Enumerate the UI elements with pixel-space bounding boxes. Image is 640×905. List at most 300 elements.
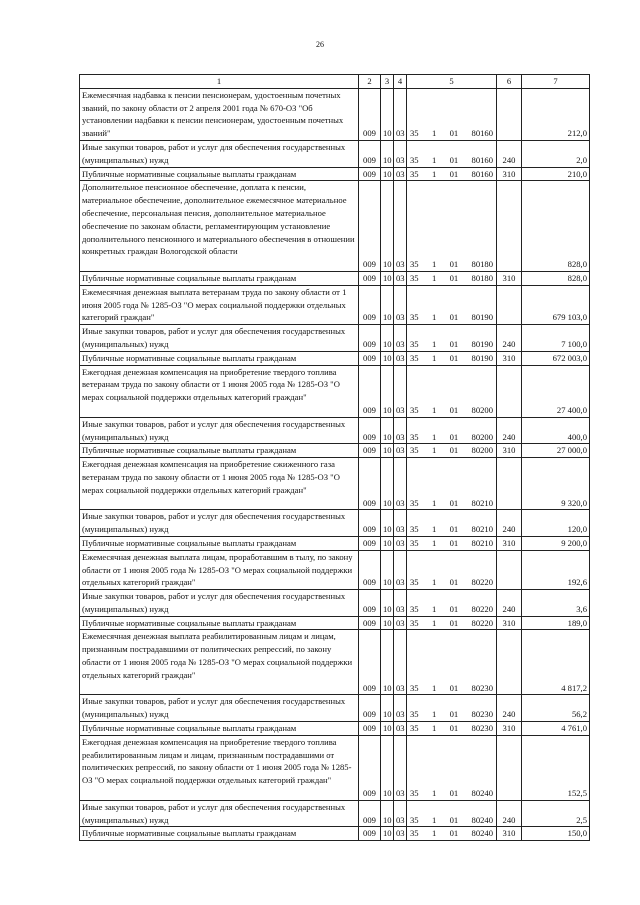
csr-code-part: 1: [431, 524, 437, 535]
csr-code-part: 35: [410, 168, 419, 179]
csr-code-part: 01: [449, 524, 459, 535]
table-row: [80, 285, 590, 324]
row-pr: 03: [394, 536, 407, 550]
csr-code-part: 1: [431, 312, 437, 323]
row-ved: 009: [359, 285, 381, 324]
row-vr: [497, 458, 522, 510]
row-vr: [497, 285, 522, 324]
csr-code-part: 01: [449, 577, 459, 588]
csr-code-part: 01: [449, 445, 459, 456]
csr-code-part: 35: [410, 537, 419, 548]
row-rz: 10: [381, 285, 394, 324]
row-rz: 10: [381, 695, 394, 722]
row-vr: 310: [497, 827, 522, 841]
csr-code-part: 01: [449, 709, 459, 720]
row-ved: 009: [359, 735, 381, 800]
csr-code-part: 01: [449, 814, 459, 825]
row-pr: 03: [394, 167, 407, 181]
page-number: 26: [316, 40, 324, 49]
row-ved: 009: [359, 365, 381, 417]
csr-code-part: 01: [449, 828, 459, 839]
csr-code-part: 1: [431, 445, 437, 456]
csr-code-part: 35: [410, 404, 419, 415]
csr-code-part: 80220: [471, 617, 493, 628]
csr-code-part: 1: [431, 431, 437, 442]
row-pr: 03: [394, 510, 407, 537]
row-pr: 03: [394, 351, 407, 365]
csr-code: [409, 537, 494, 550]
csr-code: [409, 682, 494, 695]
row-ved: 009: [359, 88, 381, 140]
table-row: [80, 181, 590, 272]
row-ved: 009: [359, 271, 381, 285]
row-pr: 03: [394, 444, 407, 458]
csr-code-part: 01: [449, 312, 459, 323]
row-pr: 03: [394, 616, 407, 630]
csr-code-part: 35: [410, 338, 419, 349]
csr-code-part: 35: [410, 352, 419, 363]
csr-code-part: 80210: [471, 524, 493, 535]
row-sum: 3,6: [522, 590, 590, 617]
row-csr: [407, 550, 497, 589]
csr-code-part: 01: [449, 603, 459, 614]
row-vr: [497, 88, 522, 140]
row-sum: 150,0: [522, 827, 590, 841]
row-ved: 009: [359, 800, 381, 827]
csr-code-part: 1: [431, 404, 437, 415]
csr-code: [409, 338, 494, 351]
csr-code: [409, 404, 494, 417]
row-pr: 03: [394, 88, 407, 140]
row-sum: 27 400,0: [522, 365, 590, 417]
csr-code-part: 35: [410, 312, 419, 323]
row-rz: 10: [381, 536, 394, 550]
row-sum: 9 200,0: [522, 536, 590, 550]
csr-code-part: 1: [431, 168, 437, 179]
row-name: Публичные нормативные социальные выплаты гражданам: [80, 351, 359, 365]
column-header-5: 5: [407, 75, 497, 89]
csr-code: [409, 168, 494, 181]
csr-code-part: 1: [431, 617, 437, 628]
row-ved: 009: [359, 590, 381, 617]
row-sum: 672 003,0: [522, 351, 590, 365]
csr-code-part: 35: [410, 431, 419, 442]
row-name: Публичные нормативные социальные выплаты гражданам: [80, 827, 359, 841]
row-csr: [407, 827, 497, 841]
row-name: Иные закупки товаров, работ и услуг для обеспечения государственных (муниципальных) нужд: [80, 140, 359, 167]
csr-code-part: 80230: [471, 682, 493, 693]
row-sum: 7 100,0: [522, 325, 590, 352]
row-rz: 10: [381, 140, 394, 167]
row-name: Ежемесячная денежная выплата реабилитированным лицам и лицам, признанным пострадавшими от политических репрессий, по закону области от 1 июня 2005 года № 1285-ОЗ "О мерах социальной поддержки отдельных категорий граждан": [80, 630, 359, 695]
row-ved: 009: [359, 325, 381, 352]
csr-code-part: 35: [410, 709, 419, 720]
row-rz: 10: [381, 722, 394, 736]
column-header-4: 4: [394, 75, 407, 89]
row-rz: 10: [381, 630, 394, 695]
row-name: Публичные нормативные социальные выплаты гражданам: [80, 271, 359, 285]
column-header-2: 2: [359, 75, 381, 89]
csr-code-part: 1: [431, 828, 437, 839]
row-sum: 56,2: [522, 695, 590, 722]
row-csr: [407, 695, 497, 722]
row-ved: 009: [359, 417, 381, 444]
table-row: [80, 88, 590, 140]
csr-code: [409, 617, 494, 630]
row-name: Иные закупки товаров, работ и услуг для обеспечения государственных (муниципальных) нужд: [80, 510, 359, 537]
csr-code: [409, 523, 494, 536]
row-vr: 240: [497, 417, 522, 444]
row-sum: 2,5: [522, 800, 590, 827]
row-sum: 828,0: [522, 271, 590, 285]
row-vr: [497, 630, 522, 695]
table-row: [80, 417, 590, 444]
csr-code-part: 01: [449, 682, 459, 693]
csr-code-part: 80160: [471, 154, 493, 165]
csr-code-part: 80190: [471, 312, 493, 323]
csr-code: [409, 497, 494, 510]
row-vr: 240: [497, 325, 522, 352]
table-row: [80, 510, 590, 537]
csr-code-part: 35: [410, 445, 419, 456]
row-pr: 03: [394, 140, 407, 167]
row-csr: [407, 536, 497, 550]
row-csr: [407, 365, 497, 417]
row-sum: 192,6: [522, 550, 590, 589]
table-row: [80, 695, 590, 722]
row-csr: [407, 444, 497, 458]
csr-code-part: 35: [410, 577, 419, 588]
csr-code-part: 1: [431, 537, 437, 548]
row-rz: 10: [381, 800, 394, 827]
csr-code-part: 80160: [471, 168, 493, 179]
csr-code-part: 01: [449, 128, 459, 139]
row-pr: 03: [394, 735, 407, 800]
budget-table-body: [80, 75, 590, 841]
csr-code-part: 1: [431, 128, 437, 139]
table-row: [80, 590, 590, 617]
csr-code-part: 35: [410, 828, 419, 839]
row-rz: 10: [381, 616, 394, 630]
csr-code-part: 01: [449, 404, 459, 415]
csr-code-part: 1: [431, 338, 437, 349]
row-vr: [497, 550, 522, 589]
row-rz: 10: [381, 735, 394, 800]
csr-code-part: 01: [449, 168, 459, 179]
row-rz: 10: [381, 444, 394, 458]
csr-code-part: 35: [410, 272, 419, 283]
row-csr: [407, 735, 497, 800]
row-sum: 210,0: [522, 167, 590, 181]
row-csr: [407, 458, 497, 510]
row-rz: 10: [381, 365, 394, 417]
csr-code-part: 1: [431, 497, 437, 508]
row-pr: 03: [394, 417, 407, 444]
csr-code-part: 1: [431, 352, 437, 363]
row-name: Ежегодная денежная компенсация на приобретение твердого топлива ветеранам труда по закону области от 1 июня 2005 года № 1285-ОЗ "О мерах социальной поддержки отдельных категорий граждан": [80, 365, 359, 417]
row-sum: 152,5: [522, 735, 590, 800]
csr-code-part: 35: [410, 154, 419, 165]
csr-code-part: 80220: [471, 603, 493, 614]
csr-code-part: 35: [410, 617, 419, 628]
row-csr: [407, 616, 497, 630]
csr-code-part: 1: [431, 788, 437, 799]
row-vr: 310: [497, 722, 522, 736]
row-pr: 03: [394, 630, 407, 695]
csr-code-part: 35: [410, 682, 419, 693]
row-name: Ежемесячная денежная выплата лицам, проработавшим в тылу, по закону области от 1 июня 2005 года № 1285-ОЗ "О мерах социальной поддержки отдельных категорий граждан": [80, 550, 359, 589]
row-ved: 009: [359, 536, 381, 550]
table-header-row: [80, 75, 590, 89]
row-rz: 10: [381, 550, 394, 589]
row-csr: [407, 167, 497, 181]
row-vr: 240: [497, 590, 522, 617]
row-ved: 009: [359, 167, 381, 181]
table-row: [80, 140, 590, 167]
csr-code-part: 80230: [471, 723, 493, 734]
row-pr: 03: [394, 271, 407, 285]
table-row: [80, 722, 590, 736]
row-pr: 03: [394, 285, 407, 324]
csr-code-part: 35: [410, 128, 419, 139]
csr-code-part: 35: [410, 497, 419, 508]
table-row: [80, 458, 590, 510]
table-row: [80, 351, 590, 365]
csr-code-part: 01: [449, 272, 459, 283]
row-ved: 009: [359, 444, 381, 458]
csr-code-part: 1: [431, 259, 437, 270]
table-row: [80, 616, 590, 630]
row-name: Ежегодная денежная компенсация на приобретение сжиженного газа ветеранам труда по закону области от 1 июня 2005 года № 1285-ОЗ "О мерах социальной поддержки отдельных категорий граждан": [80, 458, 359, 510]
csr-code: [409, 311, 494, 324]
csr-code-part: 1: [431, 814, 437, 825]
row-sum: 828,0: [522, 181, 590, 272]
row-vr: [497, 735, 522, 800]
row-sum: 4 761,0: [522, 722, 590, 736]
table-row: [80, 550, 590, 589]
column-header-6: 6: [497, 75, 522, 89]
row-vr: 240: [497, 800, 522, 827]
row-pr: 03: [394, 458, 407, 510]
row-name: Публичные нормативные социальные выплаты гражданам: [80, 167, 359, 181]
csr-code-part: 1: [431, 709, 437, 720]
row-pr: 03: [394, 722, 407, 736]
csr-code-part: 01: [449, 788, 459, 799]
csr-code: [409, 431, 494, 444]
row-name: Публичные нормативные социальные выплаты гражданам: [80, 722, 359, 736]
row-name: Иные закупки товаров, работ и услуг для обеспечения государственных (муниципальных) нужд: [80, 325, 359, 352]
row-ved: 009: [359, 550, 381, 589]
csr-code-part: 35: [410, 603, 419, 614]
row-pr: 03: [394, 590, 407, 617]
row-csr: [407, 510, 497, 537]
csr-code-part: 35: [410, 259, 419, 270]
csr-code-part: 80200: [471, 431, 493, 442]
row-sum: 679 103,0: [522, 285, 590, 324]
row-rz: 10: [381, 325, 394, 352]
row-rz: 10: [381, 271, 394, 285]
row-rz: 10: [381, 827, 394, 841]
row-sum: 189,0: [522, 616, 590, 630]
csr-code-part: 35: [410, 524, 419, 535]
row-pr: 03: [394, 827, 407, 841]
csr-code-part: 80220: [471, 577, 493, 588]
row-sum: 27 000,0: [522, 444, 590, 458]
csr-code-part: 01: [449, 617, 459, 628]
row-vr: [497, 181, 522, 272]
table-row: [80, 365, 590, 417]
csr-code-part: 80200: [471, 445, 493, 456]
table-row: [80, 735, 590, 800]
csr-code-part: 80210: [471, 537, 493, 548]
csr-code-part: 35: [410, 814, 419, 825]
table-row: [80, 325, 590, 352]
row-name: Ежемесячная надбавка к пенсии пенсионерам, удостоенным почетных званий, по закону области от 2 апреля 2001 года № 670-ОЗ "Об установлении надбавки к пенсии пенсионерам, удостоенным почетных званий": [80, 88, 359, 140]
csr-code-part: 80230: [471, 709, 493, 720]
row-rz: 10: [381, 88, 394, 140]
row-csr: [407, 325, 497, 352]
row-sum: 120,0: [522, 510, 590, 537]
csr-code-part: 1: [431, 272, 437, 283]
csr-code: [409, 272, 494, 285]
csr-code-part: 01: [449, 431, 459, 442]
row-name: Публичные нормативные социальные выплаты гражданам: [80, 444, 359, 458]
row-pr: 03: [394, 550, 407, 589]
row-ved: 009: [359, 616, 381, 630]
csr-code-part: 80210: [471, 497, 493, 508]
csr-code-part: 80200: [471, 404, 493, 415]
row-ved: 009: [359, 181, 381, 272]
row-vr: [497, 365, 522, 417]
csr-code-part: 01: [449, 723, 459, 734]
csr-code-part: 01: [449, 352, 459, 363]
csr-code-part: 80180: [471, 259, 493, 270]
csr-code: [409, 787, 494, 800]
row-sum: 2,0: [522, 140, 590, 167]
row-csr: [407, 181, 497, 272]
csr-code: [409, 444, 494, 457]
row-name: Публичные нормативные социальные выплаты гражданам: [80, 616, 359, 630]
row-rz: 10: [381, 167, 394, 181]
csr-code: [409, 722, 494, 735]
csr-code-part: 1: [431, 154, 437, 165]
table-row: [80, 536, 590, 550]
csr-code: [409, 258, 494, 271]
row-ved: 009: [359, 827, 381, 841]
csr-code-part: 35: [410, 723, 419, 734]
csr-code-part: 1: [431, 577, 437, 588]
row-vr: 240: [497, 510, 522, 537]
csr-code-part: 80240: [471, 788, 493, 799]
budget-table: [79, 74, 590, 841]
table-row: [80, 630, 590, 695]
row-pr: 03: [394, 695, 407, 722]
row-csr: [407, 590, 497, 617]
csr-code-part: 01: [449, 154, 459, 165]
csr-code: [409, 576, 494, 589]
row-pr: 03: [394, 181, 407, 272]
row-vr: 310: [497, 351, 522, 365]
row-ved: 009: [359, 140, 381, 167]
row-ved: 009: [359, 695, 381, 722]
row-csr: [407, 351, 497, 365]
csr-code-part: 35: [410, 788, 419, 799]
column-header-7: 7: [522, 75, 590, 89]
row-csr: [407, 722, 497, 736]
table-row: [80, 167, 590, 181]
csr-code-part: 80180: [471, 272, 493, 283]
row-ved: 009: [359, 458, 381, 510]
row-sum: 212,0: [522, 88, 590, 140]
row-csr: [407, 271, 497, 285]
csr-code-part: 1: [431, 723, 437, 734]
row-sum: 4 817,2: [522, 630, 590, 695]
row-name: Иные закупки товаров, работ и услуг для обеспечения государственных (муниципальных) нужд: [80, 695, 359, 722]
row-csr: [407, 800, 497, 827]
row-ved: 009: [359, 351, 381, 365]
csr-code-part: 1: [431, 603, 437, 614]
row-rz: 10: [381, 351, 394, 365]
csr-code: [409, 814, 494, 827]
column-header-3: 3: [381, 75, 394, 89]
csr-code-part: 80240: [471, 814, 493, 825]
csr-code: [409, 154, 494, 167]
csr-code-part: 80160: [471, 128, 493, 139]
row-rz: 10: [381, 510, 394, 537]
row-rz: 10: [381, 590, 394, 617]
row-ved: 009: [359, 722, 381, 736]
csr-code: [409, 827, 494, 840]
row-rz: 10: [381, 458, 394, 510]
row-name: Иные закупки товаров, работ и услуг для обеспечения государственных (муниципальных) нужд: [80, 590, 359, 617]
row-sum: 400,0: [522, 417, 590, 444]
row-name: Ежегодная денежная компенсация на приобретение твердого топлива реабилитированным лицам и лицам, признанным пострадавшими от политических репрессий, по закону области от 1 июня 2005 года № 1285-ОЗ "О мерах социальной поддержки отдельных категорий граждан": [80, 735, 359, 800]
table-row: [80, 444, 590, 458]
row-pr: 03: [394, 325, 407, 352]
table-row: [80, 271, 590, 285]
row-sum: 9 320,0: [522, 458, 590, 510]
csr-code: [409, 603, 494, 616]
row-vr: 240: [497, 695, 522, 722]
row-vr: 310: [497, 167, 522, 181]
row-csr: [407, 140, 497, 167]
row-csr: [407, 417, 497, 444]
csr-code-part: 1: [431, 682, 437, 693]
row-vr: 310: [497, 536, 522, 550]
csr-code-part: 80240: [471, 828, 493, 839]
row-ved: 009: [359, 630, 381, 695]
row-name: Иные закупки товаров, работ и услуг для обеспечения государственных (муниципальных) нужд: [80, 417, 359, 444]
csr-code-part: 80190: [471, 352, 493, 363]
table-row: [80, 800, 590, 827]
row-csr: [407, 285, 497, 324]
csr-code-part: 01: [449, 259, 459, 270]
row-rz: 10: [381, 417, 394, 444]
row-vr: 310: [497, 271, 522, 285]
csr-code-part: 01: [449, 497, 459, 508]
csr-code: [409, 708, 494, 721]
row-pr: 03: [394, 365, 407, 417]
table-row: [80, 827, 590, 841]
csr-code: [409, 127, 494, 140]
row-name: Ежемесячная денежная выплата ветеранам труда по закону области от 1 июня 2005 года № 1285-ОЗ "О мерах социальной поддержки отдельных категорий граждан": [80, 285, 359, 324]
row-rz: 10: [381, 181, 394, 272]
row-vr: 310: [497, 444, 522, 458]
column-header-1: 1: [80, 75, 359, 89]
row-name: Публичные нормативные социальные выплаты гражданам: [80, 536, 359, 550]
row-name: Дополнительное пенсионное обеспечение, доплата к пенсии, материальное обеспечение, дополнительное ежемесячное материальное обеспечение, персональная пенсия, дополнительное материальное обеспечение по законам области, регламентирующим установление дополнительного пенсионного и материального обеспечения в отношении конкретных граждан Вологодской области: [80, 181, 359, 272]
row-vr: 310: [497, 616, 522, 630]
